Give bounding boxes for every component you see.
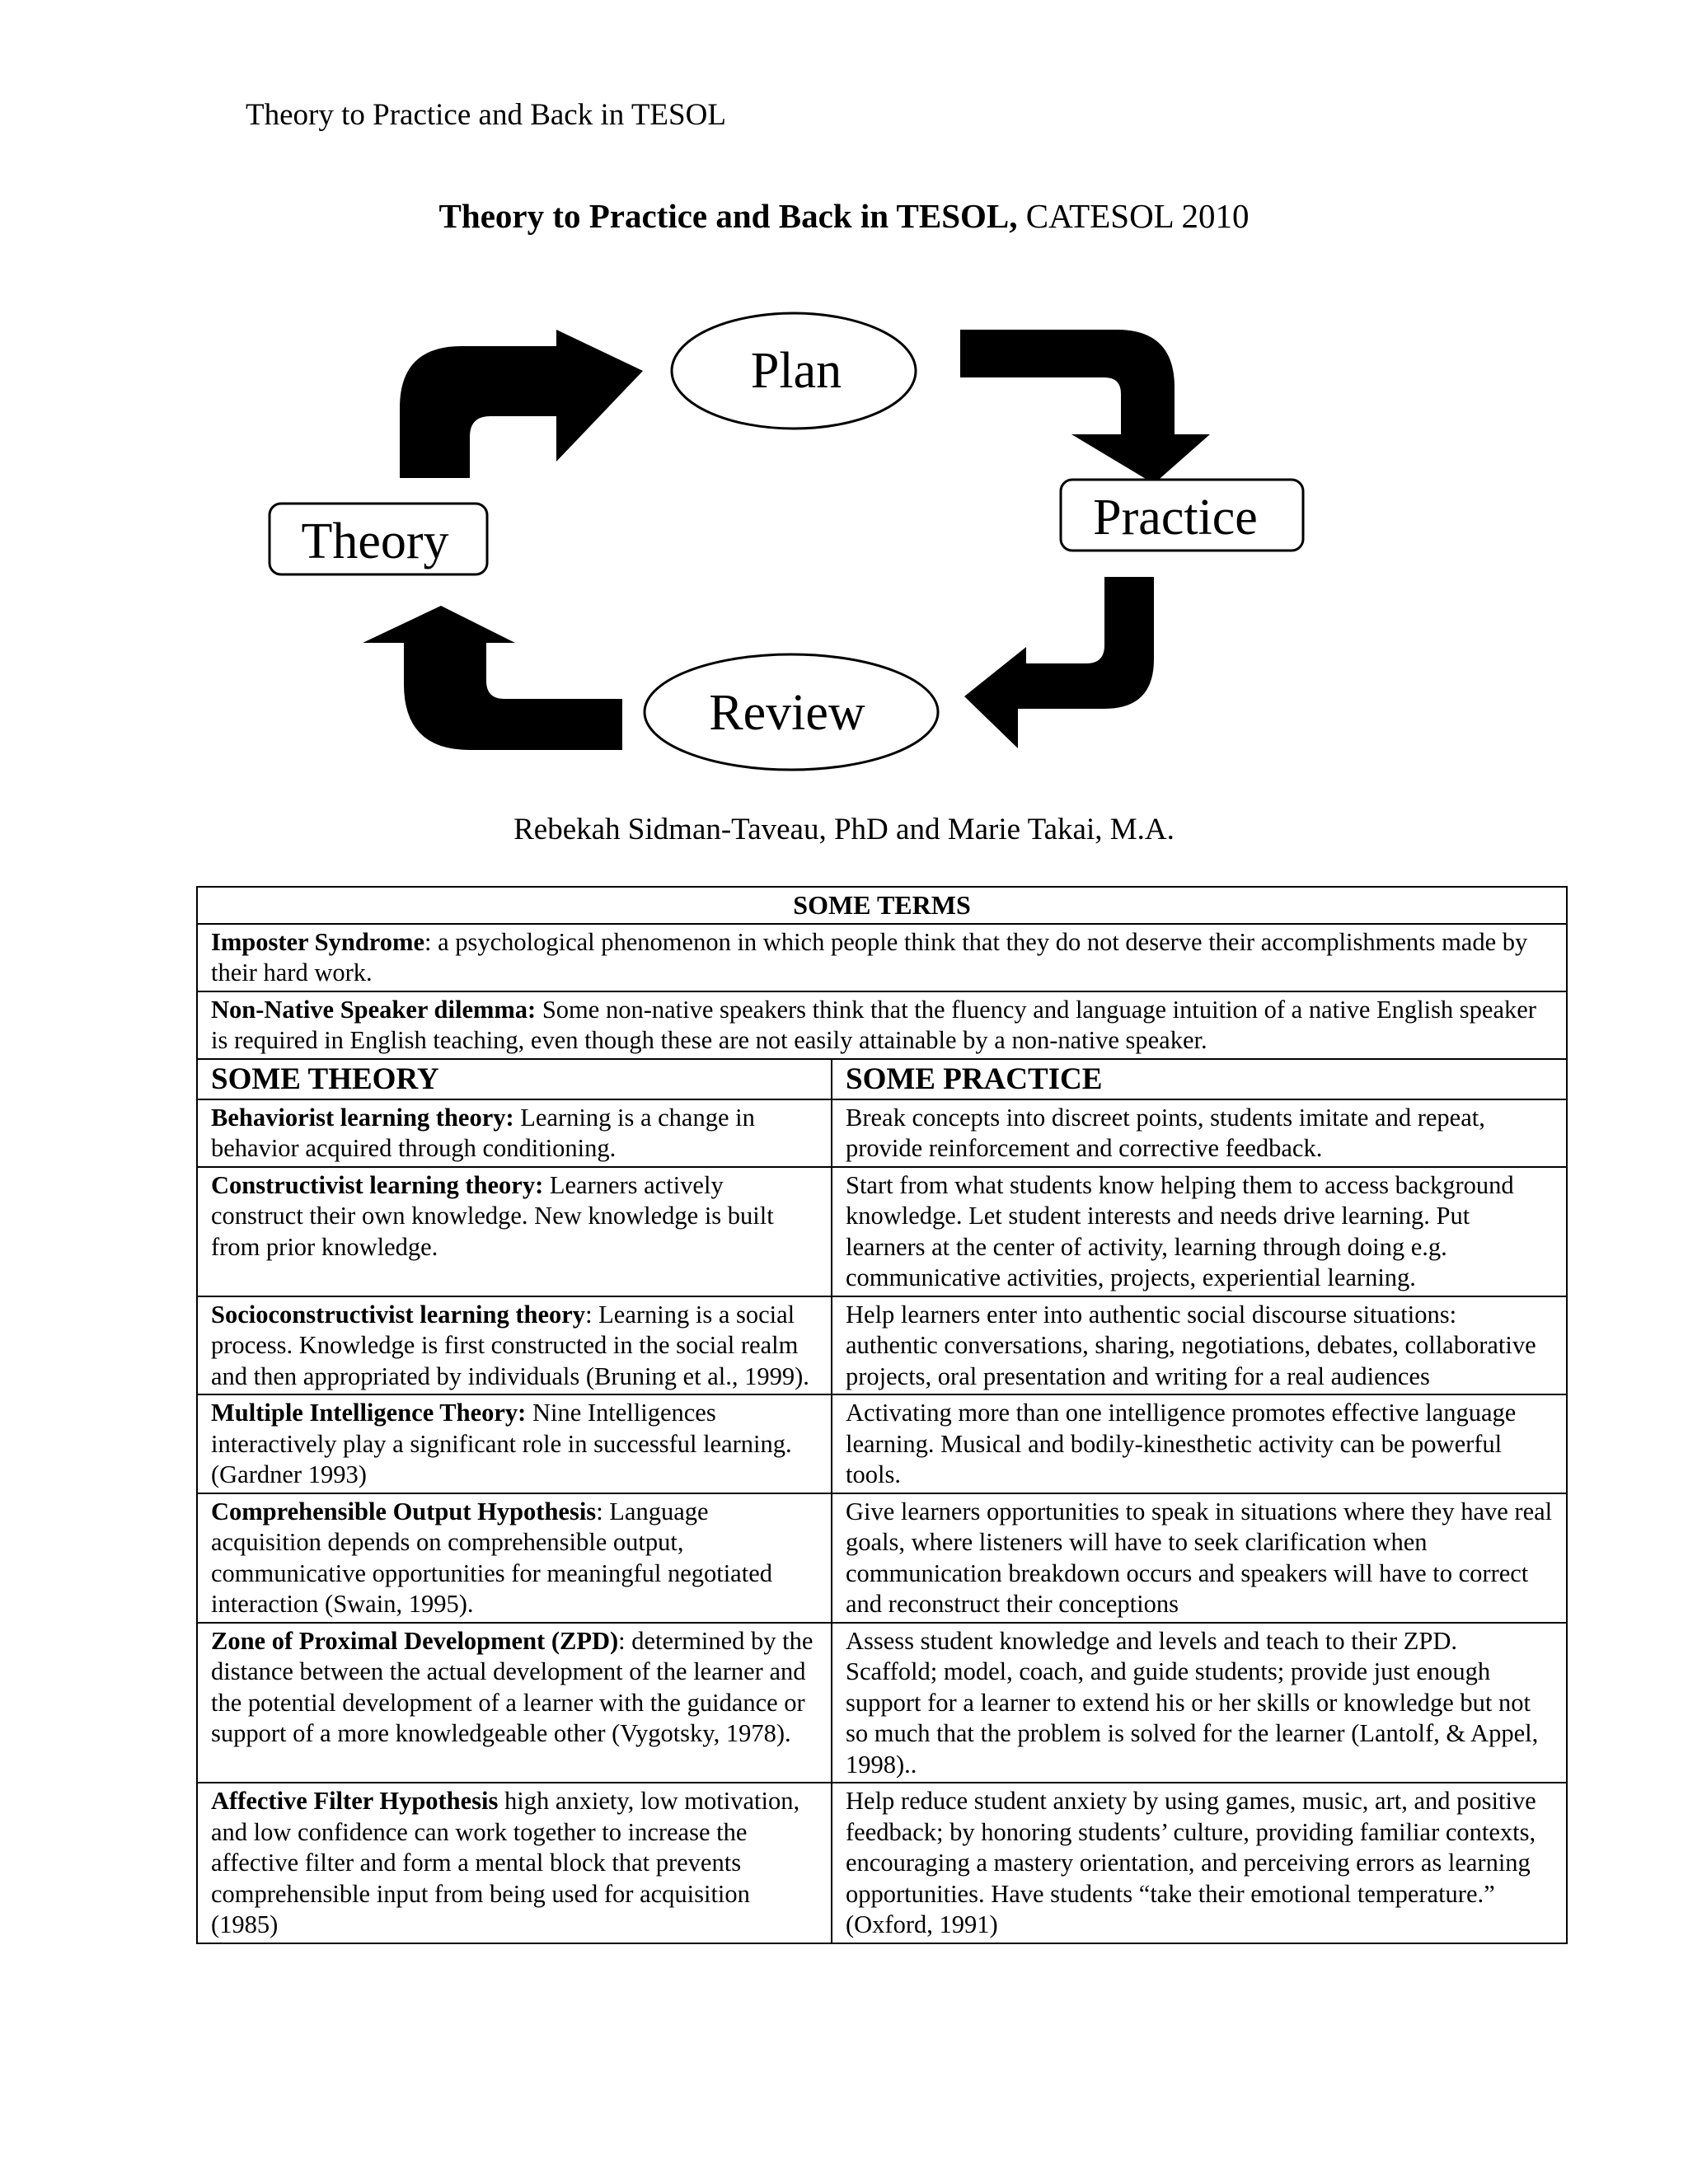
theory-term: Comprehensible Output Hypothesis bbox=[211, 1497, 597, 1526]
theory-cell bbox=[197, 1623, 832, 1783]
theory-cell bbox=[197, 1099, 832, 1167]
table-caption-row bbox=[197, 887, 1567, 924]
table-row bbox=[197, 1493, 1567, 1623]
authors: Rebekah Sidman-Taveau, PhD and Marie Takai, M.A. bbox=[513, 813, 1175, 846]
term-definition bbox=[197, 924, 1567, 991]
practice-cell: Start from what students know helping them to access background knowledge. Let student interests and needs drive learning. Put learners at the center of activity, learning through doing e.g. communicative activities, projects, experiential learning. bbox=[832, 1167, 1567, 1296]
practice-cell: Activating more than one intelligence promotes effective language learning. Musical and bodily-kinesthetic activity can be powerful tools. bbox=[832, 1394, 1567, 1493]
arrow-plan-to-practice-icon bbox=[960, 330, 1210, 484]
column-header-row bbox=[197, 1059, 1567, 1099]
table-row bbox=[197, 1099, 1567, 1167]
arrow-practice-to-review-icon bbox=[964, 577, 1154, 748]
theory-text: : determined by the distance between the actual development of the learner and the potential development of a learner with the guidance or support of a more knowledgeable other (Vygotsky, 1978). bbox=[211, 1626, 814, 1747]
theory-text: Learners actively construct their own knowledge. New knowledge is built from prior knowledge. bbox=[211, 1170, 774, 1261]
title-conference: CATESOL 2010 bbox=[1025, 197, 1250, 235]
theory-term: Affective Filter Hypothesis bbox=[211, 1787, 499, 1815]
theory-cell bbox=[197, 1783, 832, 1943]
term-name: Imposter Syndrome bbox=[211, 927, 424, 956]
theory-text: : Learning is a social process. Knowledge is first constructed in the social realm and then appropriated by individuals (Bruning et al., 1999). bbox=[211, 1300, 809, 1390]
theory-cell bbox=[197, 1167, 832, 1296]
table-row bbox=[197, 1783, 1567, 1943]
arrow-theory-to-plan-icon bbox=[400, 330, 643, 478]
practice-cell: Break concepts into discreet points, students imitate and repeat, provide reinforcement and corrective feedback. bbox=[832, 1099, 1567, 1167]
theory-text: high anxiety, low motivation, and low confidence can work together to increase the affective filter and form a mental block that prevents comprehensible input from being used for acquisition (1985) bbox=[211, 1787, 800, 1938]
cycle-diagram bbox=[0, 0, 1688, 824]
theory-label: Theory bbox=[301, 513, 449, 569]
arrow-review-to-theory-icon bbox=[363, 606, 622, 750]
theory-text: Nine Intelligences interactively play a significant role in successful learning. (Gardner 1993) bbox=[211, 1399, 792, 1488]
review-label: Review bbox=[709, 685, 865, 741]
term-text: Some non-native speakers think that the fluency and language intuition of a native English speaker is required in English teaching, even though these are not easily attainable by a non-native speaker. bbox=[211, 995, 1536, 1054]
theory-cell bbox=[197, 1296, 832, 1395]
term-row bbox=[197, 991, 1567, 1059]
theory-text: : Language acquisition depends on comprehensible output, communicative opportunities for meaningful negotiated interaction (Swain, 1995). bbox=[211, 1497, 772, 1618]
theory-column-header: SOME THEORY bbox=[197, 1059, 832, 1099]
title-bold: Theory to Practice and Back in TESOL, bbox=[438, 197, 1018, 235]
practice-cell: Assess student knowledge and levels and teach to their ZPD. Scaffold; model, coach, and guide students; provide just enough support for a learner to extend his or her skills or knowledge but not so much that the problem is solved for the learner (Lantolf, & Appel, 1998).. bbox=[832, 1623, 1567, 1783]
practice-cell: Help reduce student anxiety by using games, music, art, and positive feedback; by honoring students’ culture, providing familiar contexts, encouraging a mastery orientation, and perceiving errors as learning opportunities. Have students “take their emotional temperature.” (Oxford, 1991) bbox=[832, 1783, 1567, 1943]
term-definition bbox=[197, 991, 1567, 1059]
term-text: : a psychological phenomenon in which people think that they do not deserve their accomplishments made by their hard work. bbox=[211, 927, 1528, 987]
theory-cell bbox=[197, 1394, 832, 1493]
table-row bbox=[197, 1167, 1567, 1296]
theory-term: Multiple Intelligence Theory: bbox=[211, 1399, 527, 1427]
term-name: Non-Native Speaker dilemma: bbox=[211, 995, 537, 1024]
theory-text: Learning is a change in behavior acquired through conditioning. bbox=[211, 1103, 755, 1162]
practice-cell: Give learners opportunities to speak in situations where they have real goals, where listeners will have to seek clarification when communication breakdown occurs and speakers will have to correct and reconstruct their conceptions bbox=[832, 1493, 1567, 1623]
plan-label: Plan bbox=[750, 343, 842, 399]
practice-label: Practice bbox=[1093, 490, 1258, 546]
theory-term: Socioconstructivist learning theory bbox=[211, 1300, 586, 1329]
theory-cell bbox=[197, 1493, 832, 1623]
table-row bbox=[197, 1394, 1567, 1493]
practice-column-header: SOME PRACTICE bbox=[832, 1059, 1567, 1099]
theory-term: Behaviorist learning theory: bbox=[211, 1103, 514, 1132]
table-row bbox=[197, 1623, 1567, 1783]
terms-table bbox=[196, 886, 1568, 1944]
table-row bbox=[197, 1296, 1567, 1395]
running-head: Theory to Practice and Back in TESOL bbox=[246, 98, 726, 132]
table-caption: SOME TERMS bbox=[197, 887, 1567, 924]
term-row bbox=[197, 924, 1567, 991]
theory-term: Zone of Proximal Development (ZPD) bbox=[211, 1626, 619, 1655]
practice-cell: Help learners enter into authentic social discourse situations: authentic conversations, sharing, negotiations, debates, collaborative projects, oral presentation and writing for a real audiences bbox=[832, 1296, 1567, 1395]
theory-term: Constructivist learning theory: bbox=[211, 1170, 544, 1199]
